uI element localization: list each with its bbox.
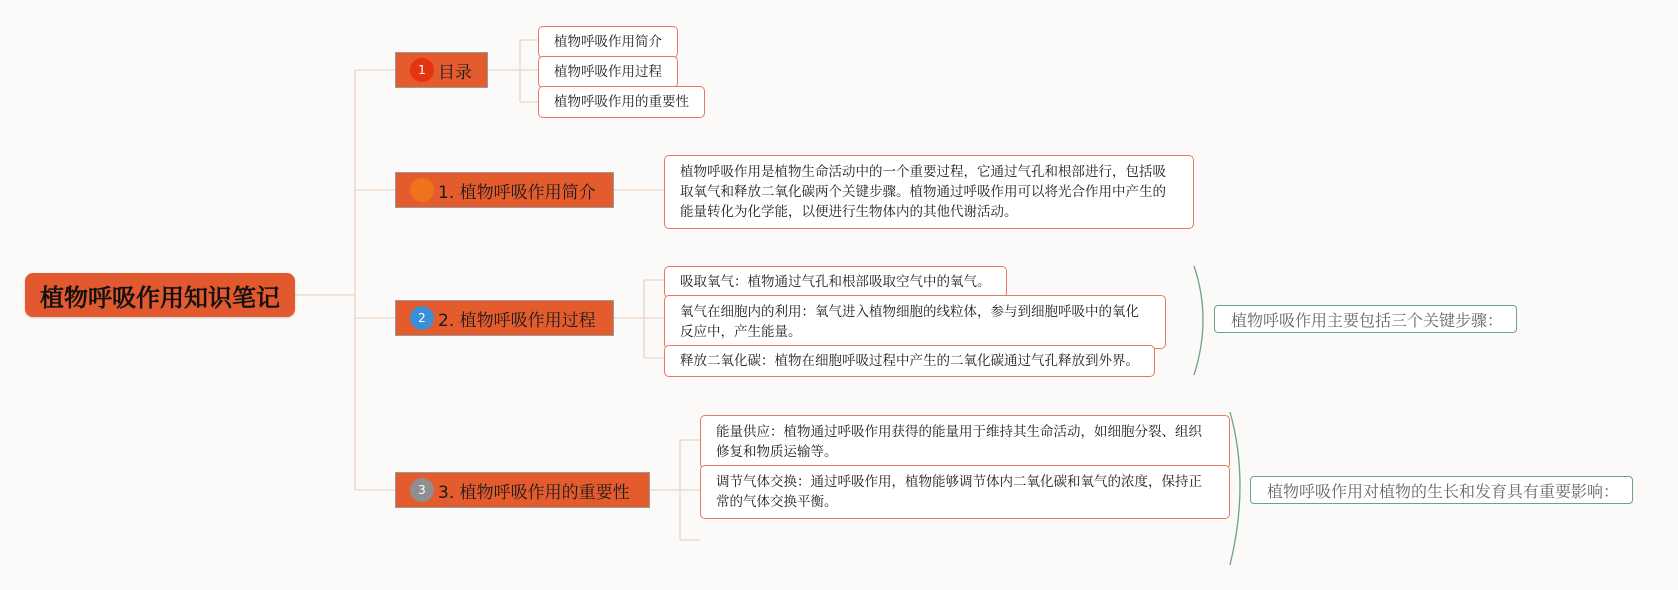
number-badge-icon [410,178,434,202]
root-title: 植物呼吸作用知识笔记 [40,283,280,312]
intro-note[interactable]: 植物呼吸作用是植物生命活动中的一个重要过程，它通过气孔和根部进行，包括吸取氧气和释放二氧化碳两个关键步骤。植物通过呼吸作用可以将光合作用中产生的能量转化为化学能，以便进行生物体内的其他代谢活动。 [664,155,1194,229]
branch-importance[interactable] [395,472,650,508]
process-summary[interactable]: 植物呼吸作用主要包括三个关键步骤： [1214,305,1517,333]
branch-label: 1. 植物呼吸作用简介 [438,182,596,203]
number-badge-icon: 2 [410,306,434,330]
process-item[interactable]: 吸取氧气：植物通过气孔和根部吸取空气中的氧气。 [664,266,1007,298]
branch-process[interactable] [395,300,614,336]
importance-item[interactable]: 调节气体交换：通过呼吸作用，植物能够调节体内二氧化碳和氧气的浓度，保持正常的气体交换平衡。 [700,465,1230,519]
process-item[interactable]: 释放二氧化碳：植物在细胞呼吸过程中产生的二氧化碳通过气孔释放到外界。 [664,345,1155,377]
toc-item[interactable]: 植物呼吸作用过程 [538,56,678,88]
number-badge-icon: 3 [410,478,434,502]
importance-item[interactable]: 能量供应：植物通过呼吸作用获得的能量用于维持其生命活动，如细胞分裂、组织修复和物质运输等。 [700,415,1230,469]
branch-intro[interactable] [395,172,614,208]
toc-item[interactable]: 植物呼吸作用简介 [538,26,678,58]
toc-item[interactable]: 植物呼吸作用的重要性 [538,86,705,118]
root-topic[interactable] [25,273,295,317]
branch-toc[interactable] [395,52,488,88]
number-badge-icon: 1 [410,58,434,82]
branch-label: 目录 [438,62,472,83]
importance-summary[interactable]: 植物呼吸作用对植物的生长和发育具有重要影响： [1250,476,1633,504]
branch-label: 3. 植物呼吸作用的重要性 [438,482,630,503]
process-item[interactable]: 氧气在细胞内的利用：氧气进入植物细胞的线粒体，参与到细胞呼吸中的氧化反应中，产生能量。 [664,295,1166,349]
branch-label: 2. 植物呼吸作用过程 [438,310,596,331]
